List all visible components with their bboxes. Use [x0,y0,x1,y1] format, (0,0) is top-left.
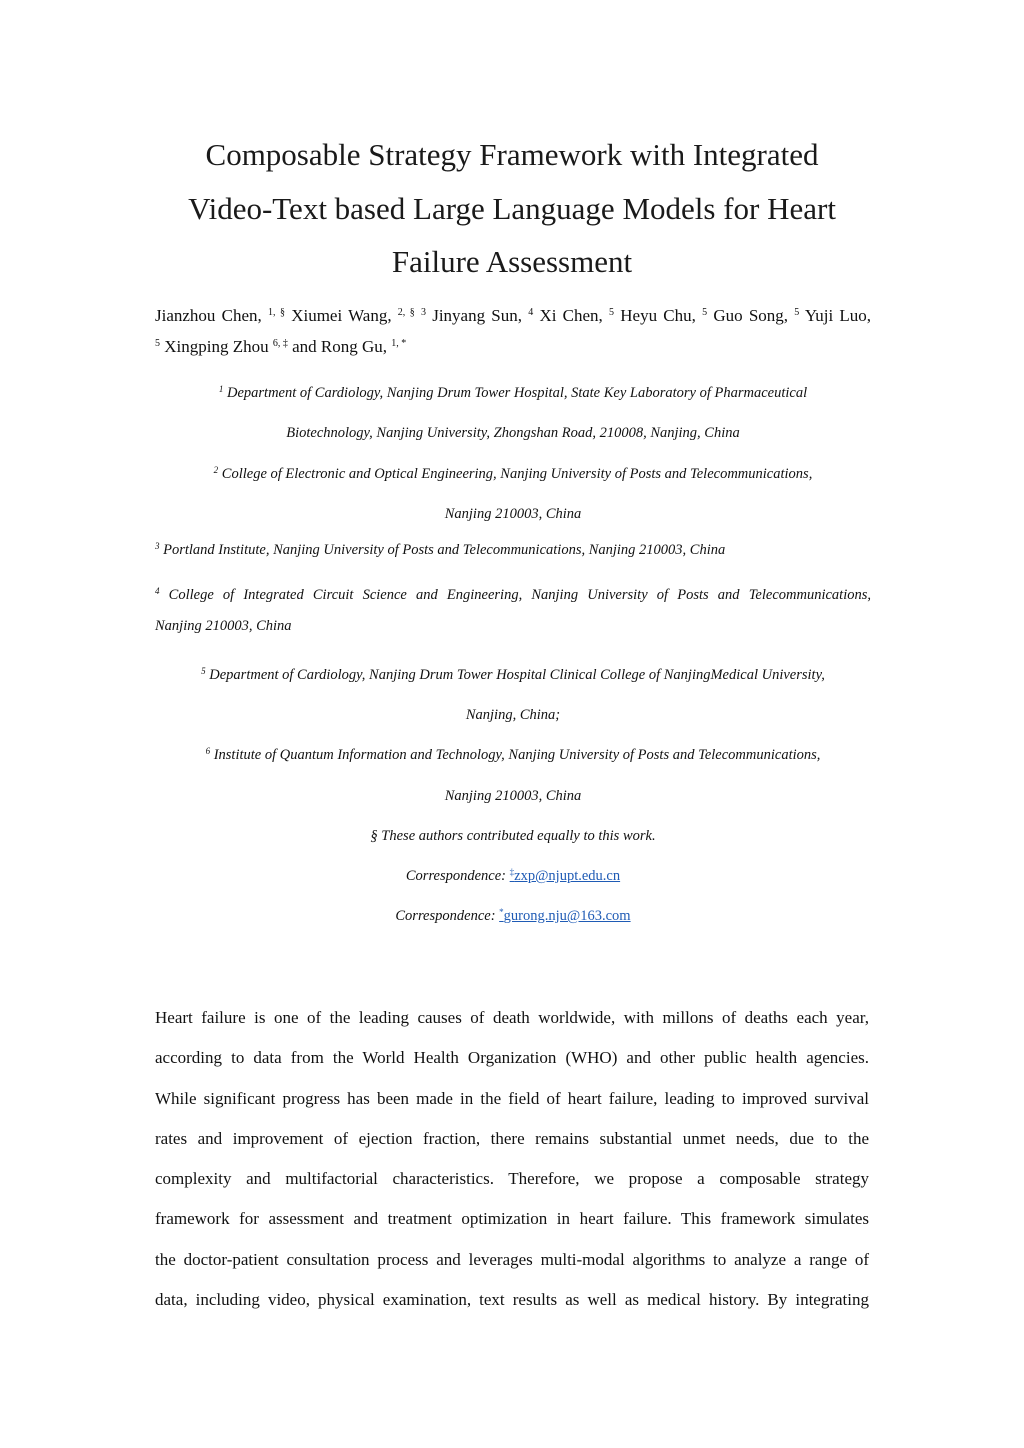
abstract-line: data, including video, physical examination, text results as well as medical history. By integrating [155,1290,869,1310]
affiliation-5-line-1 [155,667,871,684]
affiliation-text: Institute of Quantum Information and Technology, Nanjing University of Posts and Telecommunications, [213,747,821,763]
abstract-line: rates and improvement of ejection fraction, there remains substantial unmet needs, due to the [155,1128,869,1148]
affiliation-number: 6 [205,746,211,756]
correspondence-email-link[interactable] [499,908,630,924]
author-line-1 [155,300,871,331]
email-text: gurong.nju@163.com [503,908,631,924]
author-name: and Rong Gu, [292,337,388,356]
author-list [155,300,871,362]
affiliation-number: 2 [213,465,219,475]
author-line-2 [155,331,871,362]
affiliation-text: Department of Cardiology, Nanjing Drum Tower Hospital Clinical College of NanjingMedical University, [209,667,825,683]
affiliation-text: College of Electronic and Optical Engineering, Nanjing University of Posts and Telecommunications, [221,466,813,482]
author-name: Guo Song, [713,306,789,325]
author-name: Jianzhou Chen, [155,306,262,325]
author-affiliation-mark: 5 [609,307,615,318]
author-name: Xiumei Wang, [291,306,392,325]
title-line-3: Failure Assessment [391,244,633,279]
author-affiliation-mark: 3 [420,307,426,318]
equal-contribution-note: § These authors contributed equally to this work. [370,828,656,844]
correspondence-label: Correspondence: [395,908,496,924]
correspondence-email-link[interactable] [510,868,620,884]
affiliation-text: Portland Institute, Nanjing University of Posts and Telecommunications, Nanjing 210003, China [163,542,726,558]
author-affiliation-mark: 1, § [268,307,285,318]
title-line-2: Video-Text based Large Language Models for Heart [188,190,836,226]
author-name: Xingping Zhou [164,337,269,356]
abstract-line: While significant progress has been made in the field of heart failure, leading to improved survival [155,1088,869,1108]
affiliation-4-line-1 [155,587,871,604]
affiliation-6-line-1 [155,747,871,764]
correspondence-2 [155,908,871,925]
author-affiliation-mark: 2, § [397,307,415,318]
abstract-line: framework for assessment and treatment optimization in heart failure. This framework simulates [155,1209,869,1229]
affiliation-3-line-1 [155,542,725,559]
abstract-line: complexity and multifactorial characteristics. Therefore, we propose a composable strategy [155,1169,869,1189]
affiliation-4-line-2: Nanjing 210003, China [155,618,292,634]
affiliation-number: 4 [155,586,160,596]
affiliation-number: 3 [155,541,160,551]
affiliation-2-line-2: Nanjing 210003, China [444,506,582,522]
correspondence-symbol: * [499,907,504,917]
abstract-paragraph [155,998,869,1320]
author-affiliation-mark: 4 [528,307,534,318]
affiliation-text: College of Integrated Circuit Science and Engineering, Nanjing University of Posts and Telecommunications, [168,587,871,603]
correspondence-1 [155,868,871,885]
author-affiliation-mark: 5 [794,307,800,318]
abstract-line: the doctor-patient consultation process and leverages multi-modal algorithms to analyze a range of [155,1249,869,1269]
email-text: zxp@njupt.edu.cn [514,868,621,884]
correspondence-label: Correspondence: [405,868,507,884]
title-line-1: Composable Strategy Framework with Integrated [205,137,819,172]
affiliation-2-line-1 [155,466,871,483]
author-affiliation-mark: 5 [702,307,708,318]
author-name: Heyu Chu, [620,306,696,325]
author-affiliation-mark: 6, ‡ [272,338,288,349]
author-name: Jinyang Sun, [432,306,523,325]
affiliation-number: 1 [218,384,224,394]
affiliation-1-line-2: Biotechnology, Nanjing University, Zhongshan Road, 210008, Nanjing, China [286,425,740,441]
author-name: Xi Chen, [539,306,603,325]
affiliation-text: Department of Cardiology, Nanjing Drum Tower Hospital, State Key Laboratory of Pharmaceutical [226,385,808,401]
affiliation-6-line-2: Nanjing 210003, China [444,788,582,804]
affiliation-number: 5 [201,666,206,676]
abstract-line: according to data from the World Health Organization (WHO) and other public health agencies. [155,1048,869,1068]
abstract-line: Heart failure is one of the leading causes of death worldwide, with millons of deaths each year, [155,1008,869,1027]
author-name: Yuji Luo, [804,306,872,325]
affiliation-5-line-2: Nanjing, China; [465,707,561,723]
affiliation-1-line-1 [155,385,871,402]
paper-title [140,128,884,289]
author-affiliation-mark: 1, * [391,338,407,349]
correspondence-symbol: ‡ [509,867,515,877]
author-affiliation-mark: 5 [155,338,160,349]
